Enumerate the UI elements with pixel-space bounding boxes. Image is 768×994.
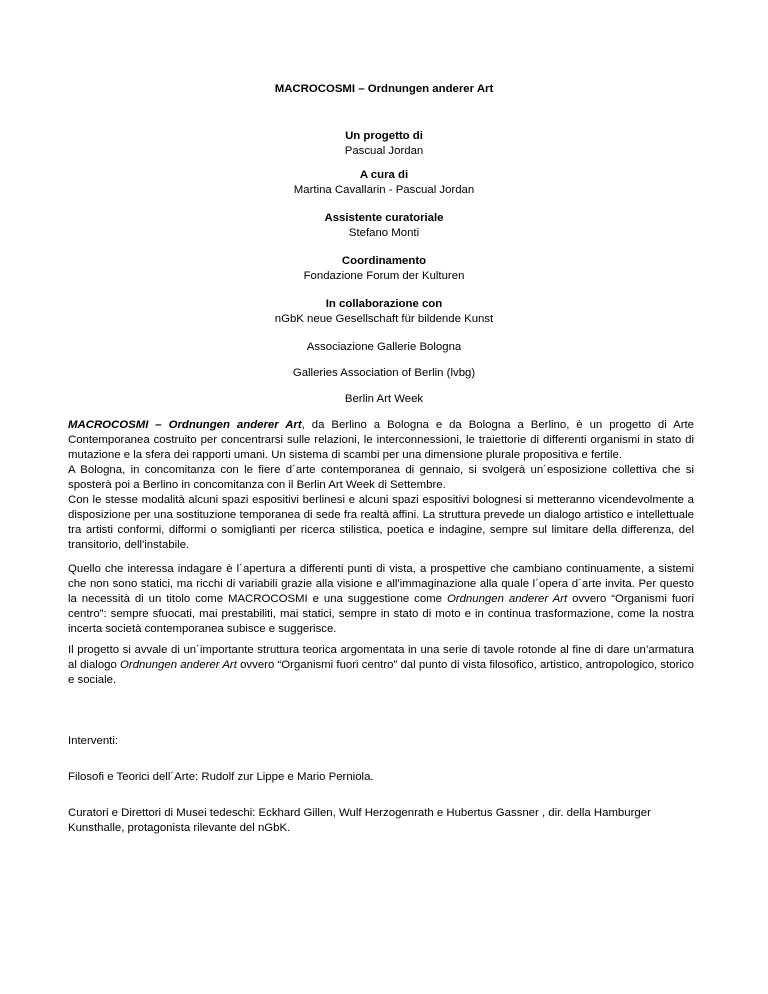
partner-line: Galleries Association of Berlin (lvbg) [292,367,476,379]
concept-paragraph: Quello che interessa indagare è l´apertura a differenti punti di vista, a prospettive che cambiano continuamente, a sistemi che non sono statici, ma ricchi di variabili grazie alla visione e all'immaginazione alla quale l´opera d´arte invita. Per questo la necessità di un titolo come MACROCOSMI e una suggestione come Ordnungen anderer Art ovvero “Organismi fuori centro”: sempre sfuocati, mai prestabiliti, mai statici, sempre in stato di moto e in continua trasformazione, come la nostra incerta società contemporanea subisce e suggerisce. [68,563,694,635]
credit-heading: Coordinamento [341,255,427,267]
credit-value: Fondazione Forum der Kulturen [303,270,465,282]
credit-assistant [0,211,768,241]
partner-line: Associazione Gallerie Bologna [306,341,462,353]
project-name: MACROCOSMI – Ordnungen anderer Art [68,419,302,431]
credit-project [0,129,768,159]
interventi-label: Interventi: [68,735,119,747]
italic-subtitle: Ordnungen anderer Art [120,659,237,671]
interventi-item: Filosofi e Teorici dell´Arte: Rudolf zur Lippe e Mario Perniola. [68,771,374,783]
document-title: MACROCOSMI – Ordnungen anderer Art [274,83,494,95]
credit-heading: Assistente curatoriale [324,212,444,224]
intro-third-sentence: Con le stesse modalità alcuni spazi espositivi berlinesi e alcuni spazi espositivi bolognesi si metteranno vicendevolmente a disposizione per una sostituzione temporanea di sede fra realtà affini. La struttura prevede un dialogo artistico e intellettuale tra artisti conformi, difformi o somiglianti per ricerca stilistica, poetica e indagine, sempre sul limitare della differenza, del transitorio, dell'instabile. [68,494,694,551]
credit-heading: Un progetto di [345,130,423,142]
credit-coordination [0,254,768,284]
theory-paragraph: Il progetto si avvale di un´importante struttura teorica argomentata in una serie di tavole rotonde al fine di dare un’armatura al dialogo Ordnungen anderer Art ovvero “Organismi fuori centro” dal punto di vista filosofico, artistico, antropologico, storico e sociale. [68,644,694,686]
interventi-item: Curatori e Direttori di Musei tedeschi: Eckhard Gillen, Wulf Herzogenrath e Hubertus Gassner , dir. della Hamburger Kunsthalle, protagonista rilevante del nGbK. [68,807,651,834]
intro-second-sentence: A Bologna, in concomitanza con le fiere d´arte contemporanea di gennaio, si svolgerà un´esposizione collettiva che si sposterà poi a Berlino in concomitanza con il Berlin Art Week di Settembre. [68,464,694,491]
intro-first-sentence: MACROCOSMI – Ordnungen anderer Art, da Berlino a Bologna e da Bologna a Berlino, è un progetto di Arte Contemporanea costruito per concentrarsi sulle relazioni, le interconnessioni, le traiettorie di differenti organismi in stato di mutazione e la sfera dei rapporti umani. Un sistema di scambi per una dimensione plurale propositiva e fertile. [68,419,695,461]
credit-value: Pascual Jordan [344,145,424,157]
credit-curators [0,168,768,198]
credit-value: nGbK neue Gesellschaft für bildende Kunst [274,313,494,325]
credit-heading: A cura di [359,169,409,181]
credit-collaboration [0,297,768,327]
italic-subtitle: Ordnungen anderer Art [446,593,568,605]
credit-heading: In collaborazione con [325,298,443,310]
intro-paragraph [68,418,694,553]
partner-line: Berlin Art Week [344,393,424,405]
credit-value: Stefano Monti [348,227,420,239]
credit-value: Martina Cavallarin - Pascual Jordan [293,184,475,196]
